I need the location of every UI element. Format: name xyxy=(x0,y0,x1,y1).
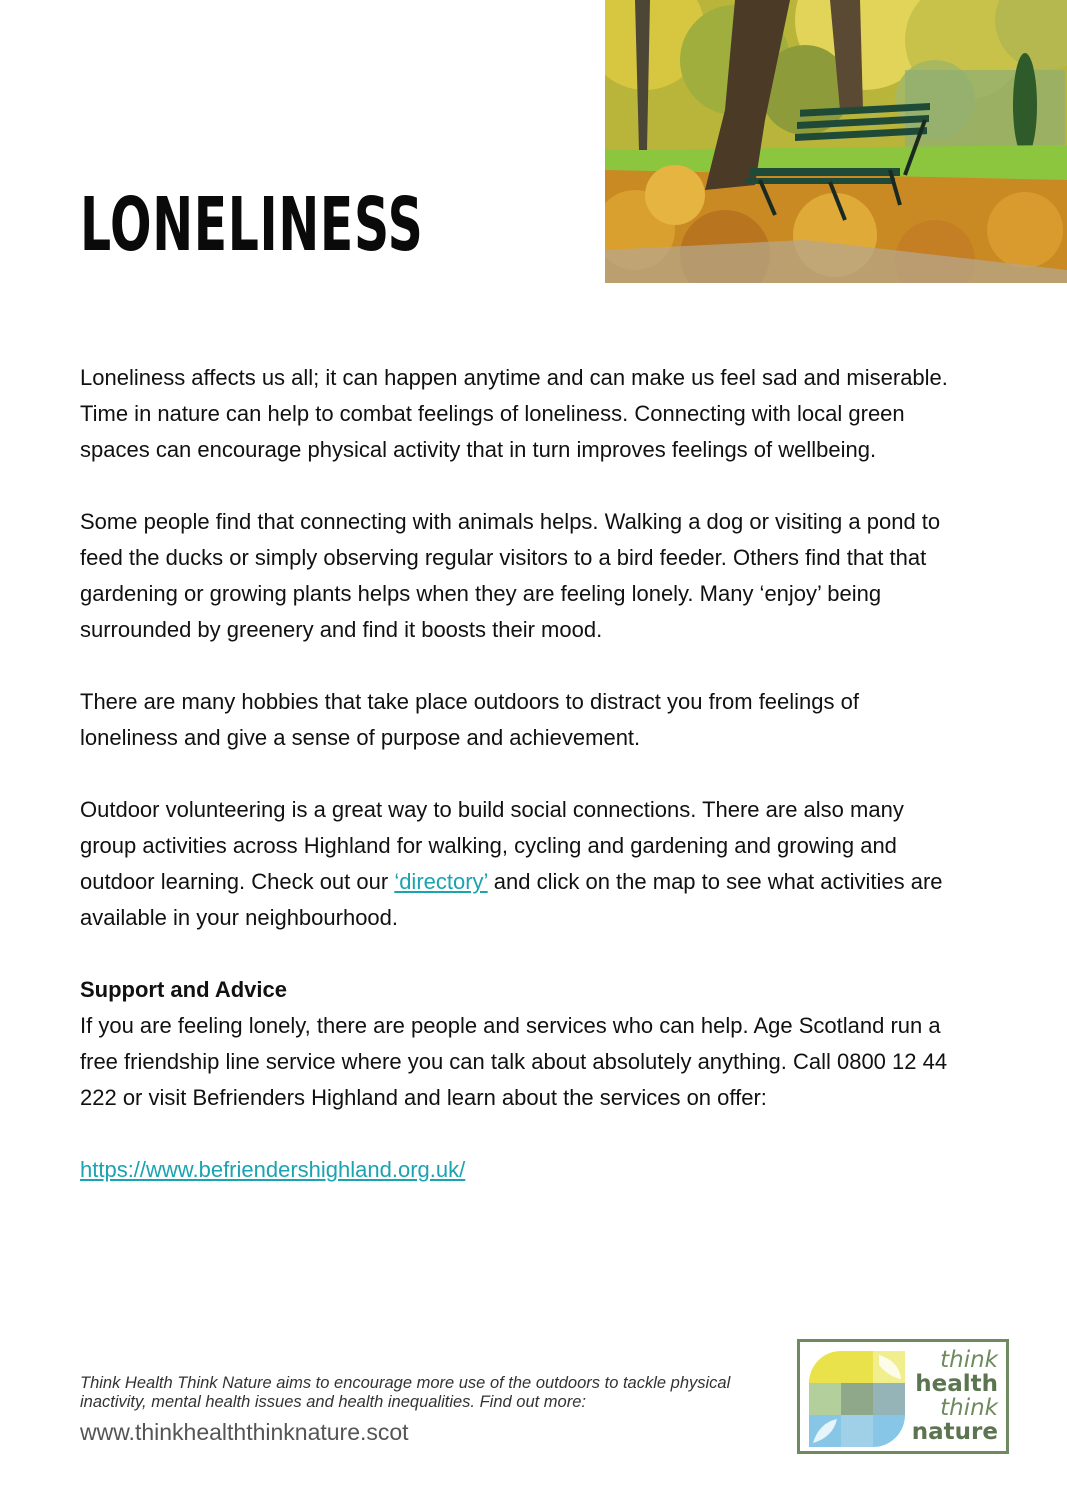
support-section xyxy=(80,972,950,1116)
paragraph-intro: Loneliness affects us all; it can happen anytime and can make us feel sad and miserable. Time in nature can help to combat feelings of loneliness. Connecting with local green spaces can encourage physical activity that in turn improves feelings of wellbeing. xyxy=(80,365,948,462)
main-content xyxy=(80,360,950,1188)
page-title: LONELINESS xyxy=(80,182,424,268)
befrienders-link[interactable]: https://www.befriendershighland.org.uk/ xyxy=(80,1157,466,1182)
volunteering-text-end: and click on the map to see what activities are available in your neighbourhood. xyxy=(80,869,943,930)
logo-word-nature: nature xyxy=(911,1419,998,1445)
footer-url[interactable]: www.thinkhealththinknature.scot xyxy=(80,1419,409,1445)
logo-word-health: health xyxy=(915,1371,998,1397)
footer-description: Think Health Think Nature aims to encourage more use of the outdoors to tackle physical inactivity, mental health issues and health inequalities. Find out more: xyxy=(80,1374,731,1411)
support-heading: Support and Advice xyxy=(80,977,287,1002)
logo-mosaic-icon xyxy=(809,1351,905,1447)
befrienders-link-row xyxy=(80,1152,950,1188)
directory-link[interactable]: ‘directory’ xyxy=(394,869,488,894)
support-body: If you are feeling lonely, there are people and services who can help. Age Scotland run a free friendship line service where you can talk about absolutely anything. Call 0800 12 44 222 or visit Befrienders Highland and learn about the services on offer: xyxy=(80,1013,948,1110)
logo-wordmark xyxy=(912,1348,998,1444)
paragraph-volunteering xyxy=(80,792,950,936)
think-health-think-nature-logo xyxy=(797,1339,1009,1454)
paragraph-hobbies: There are many hobbies that take place outdoors to distract you from feelings of loneliness and give a sense of purpose and achievement. xyxy=(80,689,859,750)
logo-word-think-2: think xyxy=(940,1395,998,1421)
park-bench-autumn-photo xyxy=(605,0,1067,283)
volunteering-text-start: Outdoor volunteering is a great way to build social connections. There are also many group activities across Highland for walking, cycling and gardening and growing and outdoor learning. Check out our xyxy=(80,797,904,894)
logo-word-think: think xyxy=(940,1347,998,1373)
paragraph-animals: Some people find that connecting with animals helps. Walking a dog or visiting a pond to feed the ducks or simply observing regular visitors to a bird feeder. Others find that that gardening or growing plants helps when they are feeling lonely. Many ‘enjoy’ being surrounded by greenery and find it boosts their mood. xyxy=(80,509,941,642)
